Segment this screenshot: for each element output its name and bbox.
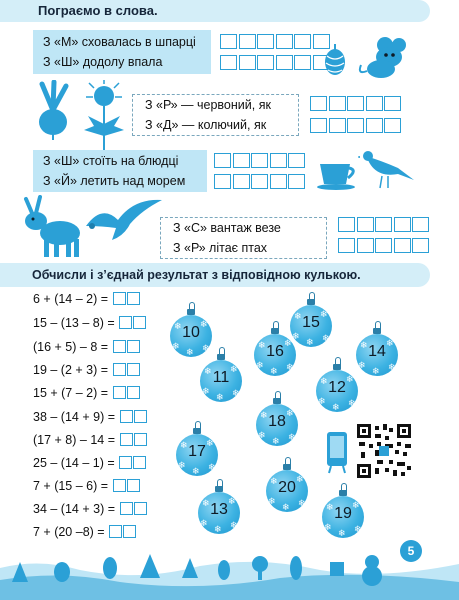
expression-item: (17 + 8) – 14 = (33, 433, 147, 447)
answer-box[interactable] (113, 386, 126, 399)
answer-cells-1[interactable] (220, 34, 331, 49)
qr-code-icon[interactable] (355, 422, 413, 480)
ornament-ball[interactable] (170, 315, 212, 357)
snowflake-icon: ❄ (318, 396, 326, 406)
ornament-number: 15 (302, 314, 320, 331)
snowflake-icon: ❄ (268, 496, 276, 506)
snowflake-icon: ❄ (270, 476, 278, 486)
snowflake-icon: ❄ (332, 402, 340, 412)
answer-box[interactable] (134, 433, 147, 446)
winter-border-decoration (0, 548, 459, 600)
riddle-panel-3 (33, 150, 207, 192)
riddle-line: З «Д» — колючий, як (145, 118, 267, 132)
riddle-line: З «С» вантаж везе (173, 221, 281, 235)
expression-item: (16 + 5) – 8 = (33, 340, 140, 354)
ornament-ball[interactable] (322, 496, 364, 538)
ornament-number: 14 (368, 343, 386, 360)
snowflake-icon: ❄ (202, 343, 210, 353)
snowflake-icon: ❄ (306, 337, 314, 347)
snowflake-icon: ❄ (258, 340, 266, 350)
snowflake-icon: ❄ (200, 518, 208, 528)
answer-cells-4[interactable] (310, 118, 403, 133)
snowflake-icon: ❄ (272, 436, 280, 446)
snowflake-icon: ❄ (296, 474, 304, 484)
snowflake-icon: ❄ (230, 520, 238, 530)
ornament-ball[interactable] (266, 470, 308, 512)
expression-item: 7 + (20 –8) = (33, 525, 136, 539)
answer-cells-5[interactable] (214, 153, 307, 168)
ornament-ball[interactable] (176, 434, 218, 476)
ornament-number: 16 (266, 343, 284, 360)
snowflake-icon: ❄ (372, 366, 380, 376)
snowflake-icon: ❄ (360, 340, 368, 350)
answer-box[interactable] (127, 292, 140, 305)
ornament-number: 17 (188, 443, 206, 460)
answer-box[interactable] (113, 363, 126, 376)
riddle-panel-1 (33, 30, 211, 74)
answer-cells-8[interactable] (338, 238, 431, 253)
answer-box[interactable] (120, 433, 133, 446)
ornament-ball[interactable] (316, 370, 358, 412)
expression-item: 19 – (2 + 3) = (33, 363, 140, 377)
answer-box[interactable] (113, 292, 126, 305)
answer-cells-3[interactable] (310, 96, 403, 111)
snowflake-icon: ❄ (214, 524, 222, 534)
ornament-number: 19 (334, 505, 352, 522)
donkey-icon (20, 195, 86, 261)
ornament-number: 10 (182, 324, 200, 341)
snowflake-icon: ❄ (230, 364, 238, 374)
snowflake-icon: ❄ (320, 309, 328, 319)
ornament-number: 13 (210, 501, 228, 518)
ornament-ball[interactable] (290, 305, 332, 347)
beet-icon (32, 80, 74, 140)
snowflake-icon: ❄ (256, 360, 264, 370)
phone-mascot-icon (322, 430, 352, 474)
snowflake-icon: ❄ (172, 341, 180, 351)
snowflake-icon: ❄ (202, 386, 210, 396)
answer-box[interactable] (127, 386, 140, 399)
page-number: 5 (400, 540, 422, 562)
snowflake-icon: ❄ (358, 360, 366, 370)
snowflake-icon: ❄ (292, 331, 300, 341)
answer-box[interactable] (134, 410, 147, 423)
riddle-line: З «М» сховалась в шпарці (43, 35, 196, 49)
snowflake-icon: ❄ (186, 347, 194, 357)
expression-item: 38 – (14 + 9) = (33, 410, 147, 424)
ornament-ball[interactable] (198, 492, 240, 534)
snowflake-icon: ❄ (282, 502, 290, 512)
ornament-ball[interactable] (200, 360, 242, 402)
expression-item: 25 – (14 – 1) = (33, 456, 146, 470)
answer-box[interactable] (123, 525, 136, 538)
snowflake-icon: ❄ (284, 338, 292, 348)
snowflake-icon: ❄ (326, 502, 334, 512)
answer-box[interactable] (134, 502, 147, 515)
snowflake-icon: ❄ (206, 438, 214, 448)
answer-box[interactable] (133, 456, 146, 469)
snowflake-icon: ❄ (324, 522, 332, 532)
answer-box[interactable] (113, 479, 126, 492)
answer-box[interactable] (109, 525, 122, 538)
snowflake-icon: ❄ (208, 462, 216, 472)
snowflake-icon: ❄ (388, 362, 396, 372)
snowflake-icon: ❄ (192, 466, 200, 476)
snowflake-icon: ❄ (180, 440, 188, 450)
answer-box[interactable] (127, 340, 140, 353)
snowflake-icon: ❄ (286, 408, 294, 418)
snowflake-icon: ❄ (270, 366, 278, 376)
ornament-number: 11 (212, 369, 230, 386)
section-title: Пограємо в слова. (38, 3, 158, 18)
riddle-line: З «Ш» стоїть на блюдці (43, 154, 179, 168)
snowflake-icon: ❄ (338, 528, 346, 538)
snowflake-icon: ❄ (322, 333, 330, 343)
expression-item: 7 + (15 – 6) = (33, 479, 140, 493)
ornament-ball[interactable] (254, 334, 296, 376)
snowflake-icon: ❄ (228, 496, 236, 506)
snowflake-icon: ❄ (352, 500, 360, 510)
snowflake-icon: ❄ (386, 338, 394, 348)
riddle-line: З «Р» літає птах (173, 241, 268, 255)
answer-cells-2[interactable] (220, 55, 331, 70)
riddle-panel-2 (132, 94, 299, 136)
answer-box[interactable] (127, 479, 140, 492)
answer-box[interactable] (120, 502, 133, 515)
thistle-icon (80, 80, 128, 150)
ornament-number: 12 (328, 379, 346, 396)
snowflake-icon: ❄ (294, 311, 302, 321)
seagull-icon (358, 148, 418, 192)
snowflake-icon: ❄ (346, 374, 354, 384)
section-header-2 (0, 263, 430, 287)
expression-item: 15 – (13 – 8) = (33, 316, 146, 330)
riddle-line: З «Й» летить над морем (43, 174, 186, 188)
snowflake-icon: ❄ (178, 460, 186, 470)
eagle-icon (82, 196, 164, 242)
answer-box[interactable] (113, 340, 126, 353)
mouse-icon (355, 35, 410, 80)
snowflake-icon: ❄ (348, 398, 356, 408)
section-title-2: Обчисли і з’єднай результат з відповідною кулькою. (32, 268, 361, 282)
snowflake-icon: ❄ (200, 319, 208, 329)
answer-box[interactable] (120, 410, 133, 423)
answer-box[interactable] (119, 316, 132, 329)
answer-cells-7[interactable] (338, 217, 431, 232)
pinecone-icon (322, 42, 348, 76)
ornament-number: 18 (268, 413, 286, 430)
answer-box[interactable] (127, 363, 140, 376)
snowflake-icon: ❄ (260, 410, 268, 420)
answer-box[interactable] (119, 456, 132, 469)
snowflake-icon: ❄ (286, 362, 294, 372)
riddle-line: З «Ш» додолу впала (43, 55, 163, 69)
snowflake-icon: ❄ (216, 392, 224, 402)
ornament-ball[interactable] (256, 404, 298, 446)
expression-item: 15 + (7 – 2) = (33, 386, 140, 400)
snowflake-icon: ❄ (298, 498, 306, 508)
expression-item: 6 + (14 – 2) = (33, 292, 140, 306)
snowflake-icon: ❄ (288, 432, 296, 442)
ornament-ball[interactable] (356, 334, 398, 376)
expression-item: 34 – (14 + 3) = (33, 502, 147, 516)
answer-box[interactable] (133, 316, 146, 329)
answer-cells-6[interactable] (214, 174, 307, 189)
riddle-line: З «Р» — червоний, як (145, 98, 271, 112)
snowflake-icon: ❄ (202, 498, 210, 508)
snowflake-icon: ❄ (174, 321, 182, 331)
snowflake-icon: ❄ (258, 430, 266, 440)
snowflake-icon: ❄ (204, 366, 212, 376)
section-header (0, 0, 430, 22)
cup-icon (316, 160, 364, 192)
snowflake-icon: ❄ (320, 376, 328, 386)
riddle-panel-4 (160, 217, 327, 259)
snowflake-icon: ❄ (232, 388, 240, 398)
ornament-number: 20 (278, 479, 296, 496)
snowflake-icon: ❄ (354, 524, 362, 534)
